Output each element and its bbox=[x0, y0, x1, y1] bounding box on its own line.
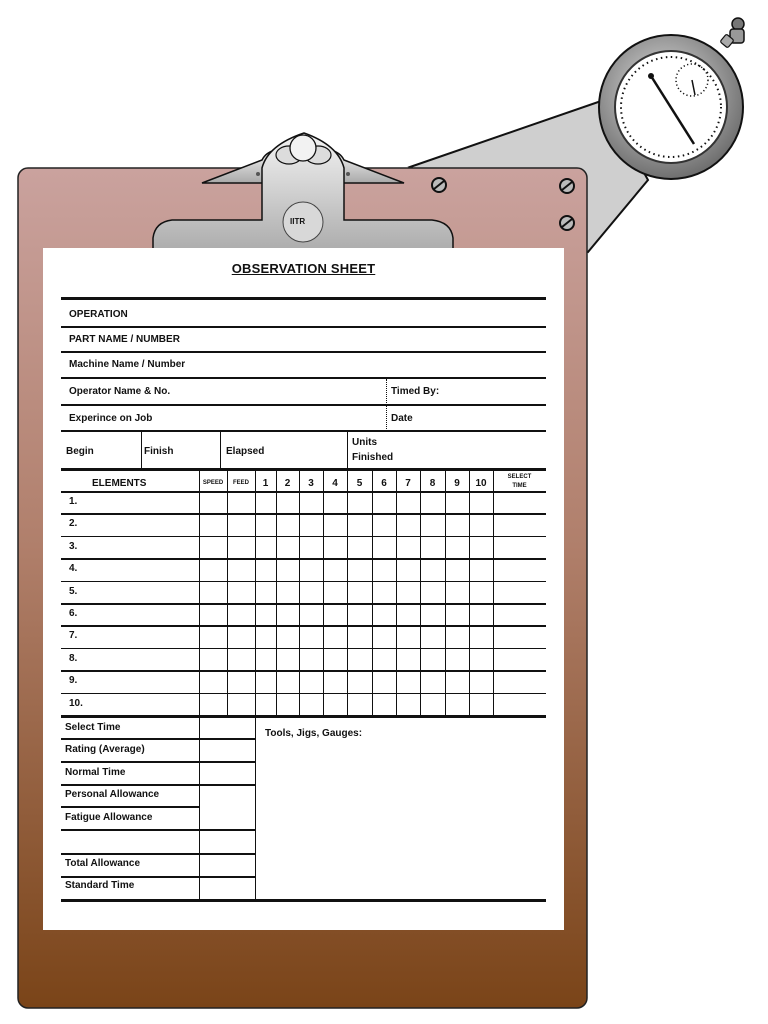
col-divider bbox=[141, 431, 142, 468]
table-row bbox=[61, 513, 546, 515]
screw-icon bbox=[560, 216, 574, 230]
col-divider bbox=[347, 431, 348, 468]
field-experience-label: Experince on Job bbox=[69, 413, 153, 424]
summary-item-label: Rating (Average) bbox=[65, 744, 145, 755]
summary-item-label: Total Allowance bbox=[65, 858, 141, 869]
table-row bbox=[61, 581, 546, 583]
table-row bbox=[61, 693, 546, 695]
element-row-label: 10. bbox=[69, 697, 83, 709]
speed-header: SPEED bbox=[202, 480, 224, 486]
row-divider bbox=[61, 377, 546, 379]
summary-row-divider bbox=[61, 738, 255, 740]
summary-col-divider bbox=[199, 717, 200, 900]
field-timed-by-label: Timed By: bbox=[391, 386, 440, 397]
summary-item-label: Normal Time bbox=[65, 767, 126, 778]
summary-row-divider bbox=[61, 806, 199, 808]
table-col-divider bbox=[299, 470, 300, 715]
table-col-divider bbox=[199, 470, 200, 715]
elements-header: ELEMENTS bbox=[92, 478, 147, 489]
row-divider bbox=[61, 404, 546, 406]
screw-icon bbox=[560, 179, 574, 193]
col-divider bbox=[220, 431, 221, 468]
summary-top-rule bbox=[61, 715, 546, 718]
sheet-title: OBSERVATION SHEET bbox=[231, 261, 376, 276]
table-top-rule bbox=[61, 468, 546, 471]
summary-item-label: Select Time bbox=[65, 722, 121, 733]
element-row-label: 2. bbox=[69, 518, 78, 530]
table-col-divider bbox=[372, 470, 373, 715]
cycle-header-9: 9 bbox=[454, 478, 460, 489]
tools-jigs-gauges-label: Tools, Jigs, Gauges: bbox=[265, 728, 363, 739]
cycle-header-5: 5 bbox=[356, 478, 363, 489]
table-col-divider bbox=[420, 470, 421, 715]
summary-row-divider bbox=[61, 784, 255, 786]
element-row-label: 5. bbox=[69, 585, 78, 597]
cycle-header-1: 1 bbox=[262, 478, 269, 489]
feed-header: FEED bbox=[232, 480, 249, 486]
field-part-name-label: PART NAME / NUMBER bbox=[69, 334, 180, 345]
finish-label: Finish bbox=[144, 446, 174, 457]
table-row bbox=[61, 670, 546, 672]
table-col-divider bbox=[255, 470, 256, 715]
row-divider bbox=[61, 430, 546, 432]
table-col-divider bbox=[445, 470, 446, 715]
units-label: Units bbox=[352, 437, 377, 448]
row-divider bbox=[61, 326, 546, 328]
field-machine-name-label: Machine Name / Number bbox=[69, 359, 186, 370]
cycle-header-2: 2 bbox=[284, 478, 291, 489]
table-row bbox=[61, 603, 546, 605]
cycle-header-4: 4 bbox=[332, 478, 338, 489]
select-header-line1: SELECT bbox=[507, 474, 532, 480]
table-col-divider bbox=[396, 470, 397, 715]
cycle-header-10: 10 bbox=[475, 478, 487, 489]
field-operator-label: Operator Name & No. bbox=[69, 386, 171, 397]
cycle-header-7: 7 bbox=[405, 478, 411, 489]
table-col-divider bbox=[347, 470, 348, 715]
table-row bbox=[61, 491, 546, 493]
finished-label: Finished bbox=[352, 452, 394, 463]
screw-icon bbox=[432, 178, 446, 192]
summary-row-divider bbox=[61, 853, 255, 855]
observation-sheet bbox=[43, 217, 564, 930]
sheet-bottom-rule bbox=[61, 899, 546, 902]
table-col-divider bbox=[227, 470, 228, 715]
summary-row-divider bbox=[61, 761, 255, 763]
field-operation-label: OPERATION bbox=[69, 309, 128, 320]
table-col-divider bbox=[276, 470, 277, 715]
element-row-label: 3. bbox=[69, 540, 78, 552]
summary-item-label: Standard Time bbox=[65, 880, 135, 891]
stopwatch-icon bbox=[599, 18, 744, 179]
table-col-divider bbox=[469, 470, 470, 715]
element-row-label: 1. bbox=[69, 496, 78, 507]
summary-item-label: Personal Allowance bbox=[65, 789, 160, 800]
summary-item-label: Fatigue Allowance bbox=[65, 812, 153, 823]
table-row bbox=[61, 536, 546, 538]
cycle-header-3: 3 bbox=[308, 478, 314, 489]
sheet-top-rule bbox=[61, 297, 546, 300]
cycle-header-6: 6 bbox=[381, 478, 387, 489]
summary-row-divider bbox=[61, 876, 255, 878]
dotted-divider bbox=[386, 379, 387, 429]
row-divider bbox=[61, 351, 546, 353]
summary-col-divider bbox=[255, 717, 256, 900]
element-row-label: 6. bbox=[69, 608, 78, 619]
element-row-label: 4. bbox=[69, 563, 78, 575]
clip-label: IITR bbox=[290, 217, 306, 226]
element-row-label: 8. bbox=[69, 652, 78, 664]
table-row bbox=[61, 648, 546, 650]
table-row bbox=[61, 558, 546, 560]
elapsed-label: Elapsed bbox=[226, 446, 265, 457]
table-col-divider bbox=[493, 470, 494, 715]
table-col-divider bbox=[323, 470, 324, 715]
element-row-label: 7. bbox=[69, 630, 78, 642]
summary-row-divider bbox=[61, 829, 255, 831]
begin-label: Begin bbox=[66, 446, 94, 457]
field-date-label: Date bbox=[391, 413, 413, 424]
table-row bbox=[61, 625, 546, 627]
cycle-header-8: 8 bbox=[429, 478, 436, 489]
element-row-label: 9. bbox=[69, 675, 78, 687]
select-header-line2: TIME bbox=[512, 483, 527, 489]
